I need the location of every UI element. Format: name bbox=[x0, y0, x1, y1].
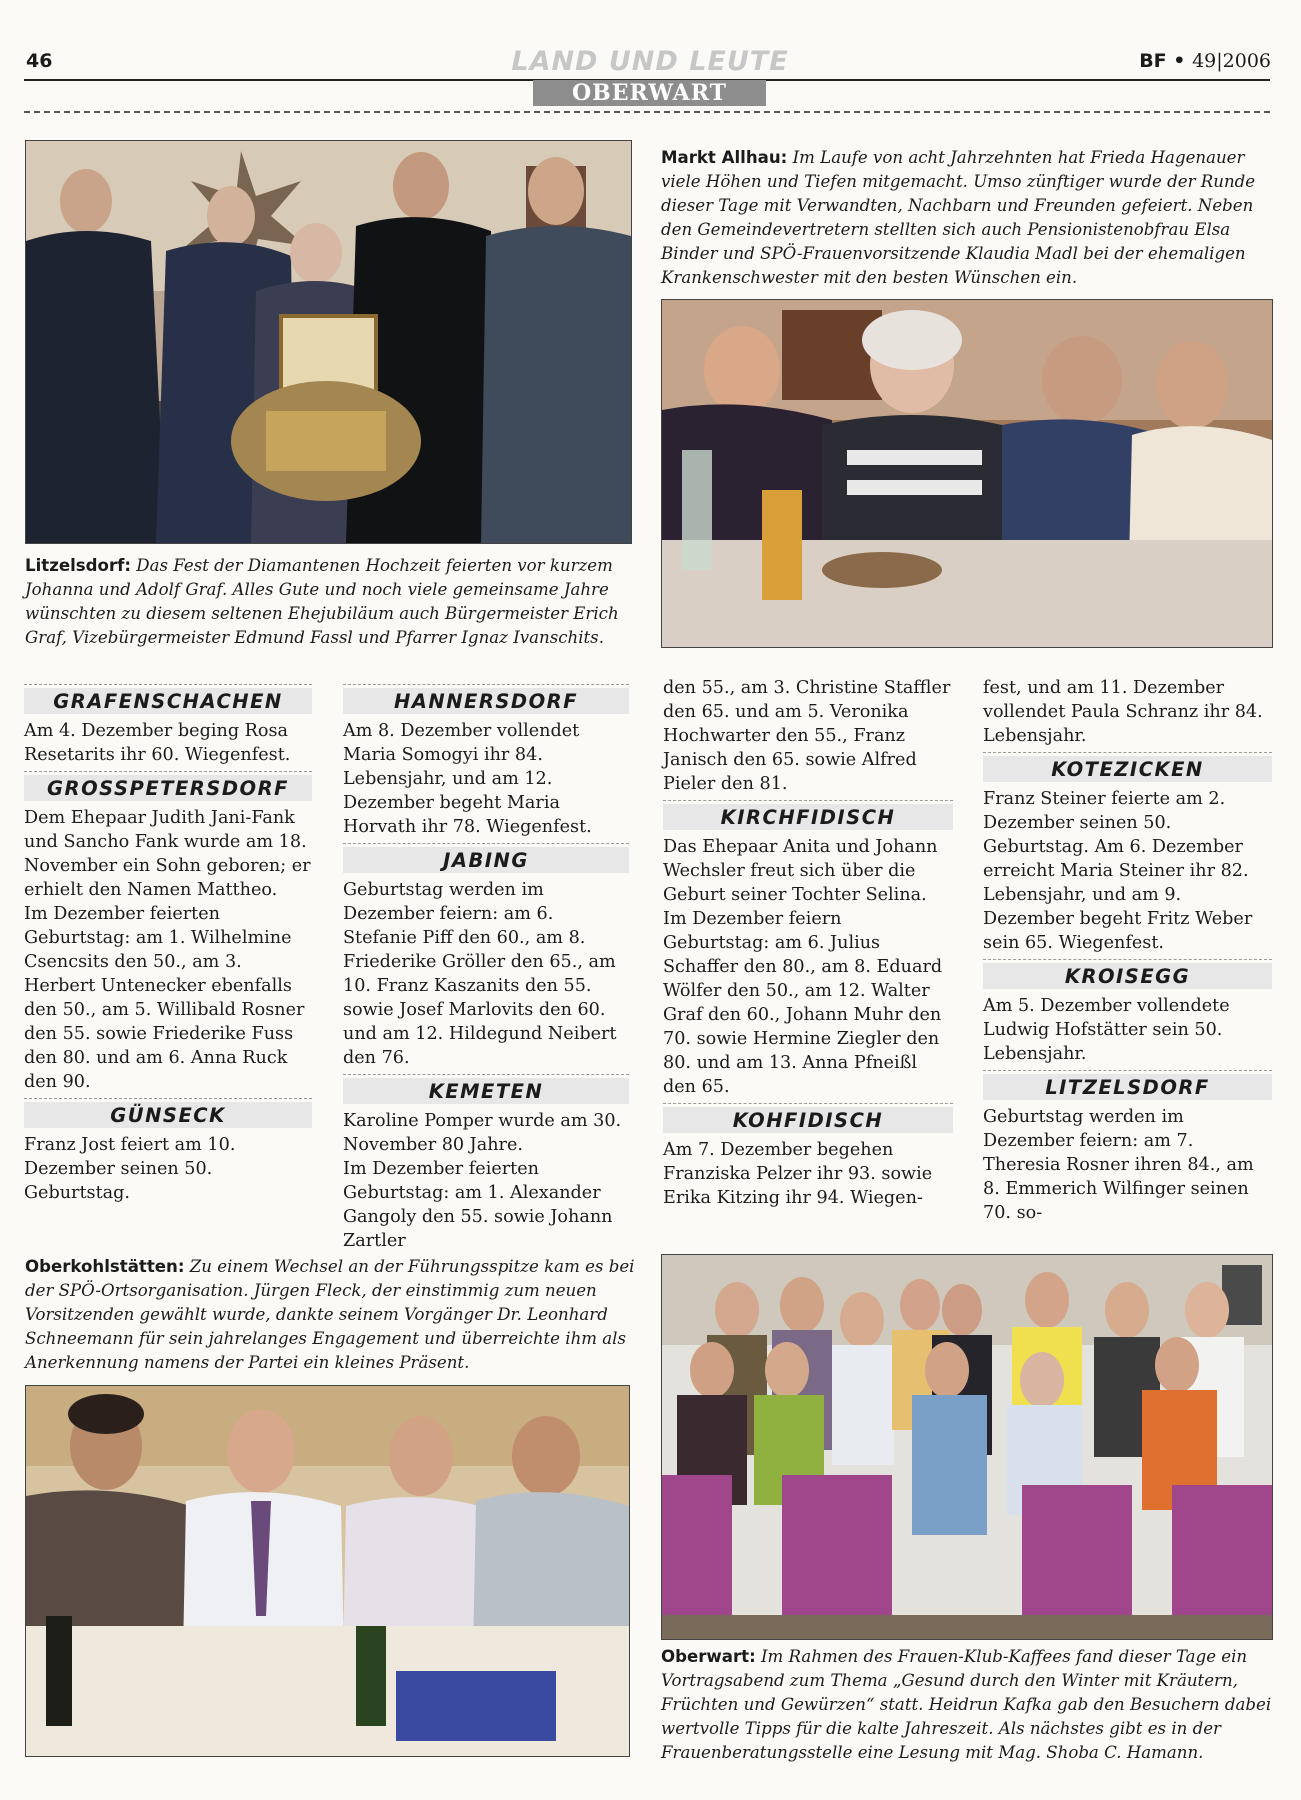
article-litzelsdorf: Geburtstag werden im Dezember feiern: am 7. Theresia Rosner ihren 84., am 8. Emmerich Wilfinger seinen 70. so- bbox=[983, 1107, 1254, 1223]
caption-oberwart bbox=[661, 1645, 1276, 1765]
page-number: 46 bbox=[26, 50, 53, 72]
photo-litzelsdorf bbox=[25, 140, 632, 544]
article-kirchfidisch: Das Ehepaar Anita und Johann Wechsler freut sich über die Geburt seiner Tochter Selina. Im Dezember feiern Geburtstag: am 6. Julius Schaffer den 80., am 8. Eduard Wölfer den 50., am 12. Walter Graf den 60., Johann Muhr den 70. sowie Hermine Ziegler den 80. und am 13. Anna Pfneißl den 65. bbox=[663, 837, 943, 1097]
separator-dot: • bbox=[1173, 50, 1186, 72]
caption-text: Zu einem Wechsel an der Führungsspitze kam es bei der SPÖ-Ortsorganisation. Jürgen Fleck, der einstimmig zum neuen Vorsitzenden gewählt wurde, dankte seinem Vorgänger Dr. Leonhard Schneemann für sein jahrelanges Engagement und überreichte ihm als Anerkennung namens der Partei ein kleines Präsent. bbox=[25, 1257, 635, 1372]
caption-place: Oberwart: bbox=[661, 1647, 756, 1666]
photo-oberwart bbox=[661, 1254, 1273, 1640]
caption-text: Im Rahmen des Frauen-Klub-Kaffees fand dieser Tage ein Vortragsabend zum Thema „Gesund durch den Winter mit Kräutern, Früchten und Gewürzen“ statt. Heidrun Kafka gab den Besuchern dabei wertvolle Tipps für die kalte Jahreszeit. Als nächstes gibt es in der Frauenberatungsstelle eine Lesung mit Mag. Shoba C. Hamann. bbox=[661, 1647, 1272, 1762]
article-jabing: Geburtstag werden im Dezember feiern: am 6. Stefanie Piff den 60., am 8. Friederike Gröller den 65., am 10. Franz Kaszanits den 55. sowie Josef Marlovits den 60. und am 12. Hildegund Neibert den 76. bbox=[343, 880, 617, 1068]
column-3 bbox=[663, 676, 953, 1210]
article-kohfidisch: Am 7. Dezember begehen Franziska Pelzer ihr 93. sowie Erika Kitzing ihr 94. Wiegen- bbox=[663, 1140, 933, 1208]
caption-text: Im Laufe von acht Jahrzehnten hat Frieda Hagenauer viele Höhen und Tiefen mitgemacht. Umso zünftiger wurde der Runde dieser Tage mit Verwandten, Nachbarn und Freunden gefeiert. Neben den Gemeindevertretern stellten sich auch Pensionistenobfrau Elsa Binder und SPÖ-Frauenvorsitzende Klaudia Madl bei der ehemaligen Krankenschwester mit den besten Wünschen ein. bbox=[661, 148, 1256, 287]
article-kemeten-continued: den 55., am 3. Christine Staffler den 65. und am 5. Veronika Hochwarter den 55., Franz Janisch den 65. sowie Alfred Pieler den 81. bbox=[663, 678, 951, 794]
caption-place: Litzelsdorf: bbox=[25, 556, 131, 575]
article-kotezicken: Franz Steiner feierte am 2. Dezember seinen 50. Geburtstag. Am 6. Dezember erreicht Maria Steiner ihr 82. Lebensjahr, und am 9. Dezember begeht Fritz Weber sein 65. Wiegenfest. bbox=[983, 789, 1253, 953]
heading-kirchfidisch: KIRCHFIDISCH bbox=[663, 800, 953, 831]
caption-oberkohlstaetten bbox=[25, 1255, 635, 1375]
article-grafenschachen: Am 4. Dezember beging Rosa Resetarits ihr 60. Wiegenfest. bbox=[24, 721, 291, 765]
column-1 bbox=[24, 680, 312, 1205]
article-kemeten: Karoline Pomper wurde am 30. November 80 Jahre. bbox=[343, 1111, 622, 1155]
heading-kroisegg: KROISEGG bbox=[983, 959, 1272, 990]
heading-hannersdorf: HANNERSDORF bbox=[343, 684, 629, 715]
heading-guenseck: GÜNSECK bbox=[24, 1098, 312, 1129]
section-title: LAND UND LEUTE bbox=[511, 46, 789, 77]
article-kroisegg: Am 5. Dezember vollendete Ludwig Hofstätter sein 50. Lebensjahr. bbox=[983, 996, 1230, 1064]
article-kemeten-birthdays: Im Dezember feierten Geburtstag: am 1. Alexander Gangoly den 55. sowie Johann Zartler bbox=[343, 1159, 613, 1251]
column-2 bbox=[343, 680, 629, 1253]
heading-kemeten: KEMETEN bbox=[343, 1074, 629, 1105]
publication-masthead bbox=[1139, 50, 1271, 72]
heading-kohfidisch: KOHFIDISCH bbox=[663, 1103, 953, 1134]
caption-place: Oberkohlstätten: bbox=[25, 1257, 185, 1276]
article-kohfidisch-continued: fest, und am 11. Dezember vollendet Paula Schranz ihr 84. Lebensjahr. bbox=[983, 678, 1263, 746]
heading-litzelsdorf: LITZELSDORF bbox=[983, 1070, 1272, 1101]
article-hannersdorf: Am 8. Dezember vollendet Maria Somogyi ihr 84. Lebensjahr, und am 12. Dezember begeht Maria Horvath ihr 78. Wiegenfest. bbox=[343, 721, 592, 837]
heading-jabing: JABING bbox=[343, 843, 629, 874]
photo-markt-allhau bbox=[661, 299, 1273, 648]
header-dashed-rule bbox=[24, 111, 1270, 113]
region-banner: OBERWART bbox=[533, 80, 766, 106]
article-guenseck: Franz Jost feiert am 10. Dezember seinen 50. Geburtstag. bbox=[24, 1135, 236, 1203]
heading-kotezicken: KOTEZICKEN bbox=[983, 752, 1272, 783]
article-grosspetersdorf: Dem Ehepaar Judith Jani-Fank und Sancho Fank wurde am 18. November ein Sohn geboren; er erhielt den Namen Mattheo. bbox=[24, 808, 311, 900]
publication-name: BF bbox=[1139, 50, 1167, 72]
caption-text: Das Fest der Diamantenen Hochzeit feierten vor kurzem Johanna und Adolf Graf. Alles Gute und noch viele gemeinsame Jahre wünschten zu diesem seltenen Ehejubiläum auch Bürgermeister Erich Graf, Vizebürgermeister Edmund Fassl und Pfarrer Ignaz Ivanschits. bbox=[25, 556, 619, 647]
caption-litzelsdorf bbox=[25, 554, 635, 650]
caption-markt-allhau bbox=[661, 146, 1276, 290]
heading-grafenschachen: GRAFENSCHACHEN bbox=[24, 684, 312, 715]
article-grosspetersdorf-birthdays: Im Dezember feierten Geburtstag: am 1. Wilhelmine Csencsits den 50., am 3. Herbert Untenecker ebenfalls den 50., am 5. Willibald Rosner den 55. sowie Friederike Fuss den 80. und am 6. Anna Ruck den 90. bbox=[24, 904, 305, 1092]
photo-oberkohlstaetten bbox=[25, 1385, 630, 1757]
heading-grosspetersdorf: GROSSPETERSDORF bbox=[24, 771, 312, 802]
issue-number: 49|2006 bbox=[1192, 50, 1271, 72]
caption-place: Markt Allhau: bbox=[661, 148, 788, 167]
column-4 bbox=[983, 676, 1272, 1225]
